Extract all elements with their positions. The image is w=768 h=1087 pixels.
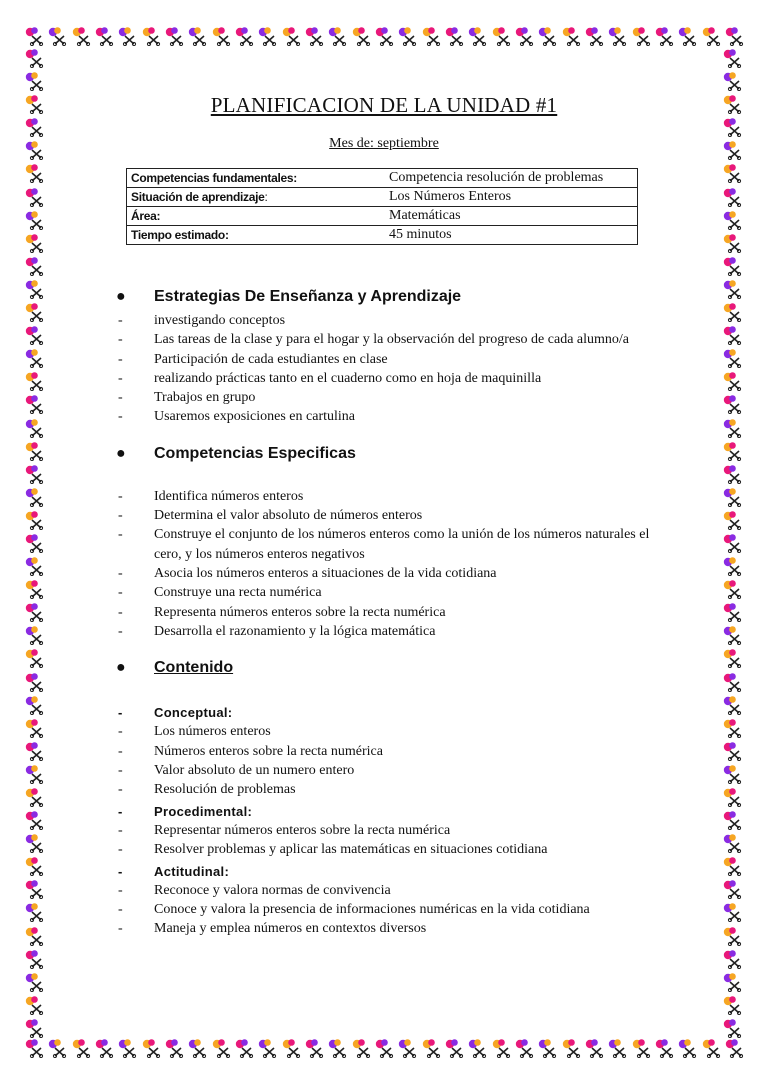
scissors-balloon-icon: [24, 556, 44, 576]
scissors-balloon-icon: [234, 1038, 254, 1058]
scissors-balloon-icon: [24, 1018, 44, 1038]
scissors-balloon-icon: [24, 233, 44, 253]
scissors-balloon-icon: [724, 1038, 744, 1058]
scissors-balloon-icon: [444, 1038, 464, 1058]
scissors-balloon-icon: [24, 187, 44, 207]
scissors-balloon-icon: [117, 26, 137, 46]
scissors-balloon-icon: [257, 26, 277, 46]
scissors-balloon-icon: [47, 1038, 67, 1058]
list-item: - Trabajos en grupo: [116, 388, 676, 407]
scissors-balloon-icon: [444, 26, 464, 46]
scissors-balloon-icon: [374, 26, 394, 46]
scissors-balloon-icon: [24, 695, 44, 715]
list-item: - Números enteros sobre la recta numérica: [116, 742, 676, 761]
scissors-balloon-icon: [397, 26, 417, 46]
section-heading-competencias: [116, 440, 676, 468]
scissors-balloon-icon: [141, 1038, 161, 1058]
info-label: [127, 188, 386, 207]
scissors-balloon-icon: [187, 1038, 207, 1058]
scissors-balloon-icon: [24, 464, 44, 484]
scissors-balloon-icon: [351, 26, 371, 46]
scissors-balloon-icon: [722, 487, 742, 507]
scissors-balloon-icon: [514, 1038, 534, 1058]
scissors-balloon-icon: [24, 441, 44, 461]
info-value: Matemáticas: [385, 207, 638, 226]
table-row: [127, 188, 638, 207]
scissors-balloon-icon: [24, 418, 44, 438]
scissors-balloon-icon: [24, 163, 44, 183]
scissors-balloon-icon: [24, 71, 44, 91]
scissors-balloon-icon: [257, 1038, 277, 1058]
scissors-balloon-icon: [491, 26, 511, 46]
scissors-balloon-icon: [722, 579, 742, 599]
scissors-balloon-icon: [722, 48, 742, 68]
scissors-balloon-icon: [164, 26, 184, 46]
scissors-balloon-icon: [24, 741, 44, 761]
scissors-balloon-icon: [397, 1038, 417, 1058]
scissors-balloon-icon: [722, 256, 742, 276]
scissors-balloon-icon: [327, 26, 347, 46]
scissors-balloon-icon: [24, 279, 44, 299]
scissors-balloon-icon: [24, 972, 44, 992]
list-item: - Maneja y emplea números en contextos diversos: [116, 919, 676, 938]
info-label: Tiempo estimado:: [127, 226, 386, 245]
scissors-balloon-icon: [24, 672, 44, 692]
scissors-balloon-icon: [701, 26, 721, 46]
scissors-balloon-icon: [24, 394, 44, 414]
scissors-balloon-icon: [24, 533, 44, 553]
scissors-balloon-icon: [722, 279, 742, 299]
info-table: [126, 168, 638, 245]
scissors-balloon-icon: [94, 1038, 114, 1058]
list-item: - Los números enteros: [116, 722, 676, 741]
section-title: Competencias Especificas: [154, 444, 356, 462]
scissors-balloon-icon: [722, 949, 742, 969]
info-value: Competencia resolución de problemas: [385, 169, 638, 188]
scissors-balloon-icon: [24, 1038, 44, 1058]
page-title: PLANIFICACION DE LA UNIDAD #1: [210, 93, 558, 117]
scissors-balloon-icon: [24, 371, 44, 391]
scissors-balloon-icon: [722, 1018, 742, 1038]
scissors-balloon-icon: [24, 117, 44, 137]
bullet-icon: ●: [116, 659, 126, 677]
scissors-balloon-icon: [514, 26, 534, 46]
scissors-balloon-icon: [24, 579, 44, 599]
table-row: [127, 207, 638, 226]
scissors-balloon-icon: [117, 1038, 137, 1058]
table-row: [127, 169, 638, 188]
scissors-balloon-icon: [654, 1038, 674, 1058]
scissors-balloon-icon: [24, 879, 44, 899]
list-item: - Determina el valor absoluto de números enteros: [116, 506, 676, 525]
list-item: - Asocia los números enteros a situaciones de la vida cotidiana: [116, 564, 676, 583]
scissors-balloon-icon: [491, 1038, 511, 1058]
scissors-balloon-icon: [722, 441, 742, 461]
list-item: - Construye una recta numérica: [116, 583, 676, 602]
scissors-balloon-icon: [24, 256, 44, 276]
scissors-balloon-icon: [24, 302, 44, 322]
scissors-balloon-icon: [24, 26, 44, 46]
info-label: Competencias fundamentales:: [127, 169, 386, 188]
scissors-balloon-icon: [211, 26, 231, 46]
scissors-balloon-icon: [722, 371, 742, 391]
scissors-balloon-icon: [722, 510, 742, 530]
scissors-balloon-icon: [722, 233, 742, 253]
page-border-top: [24, 26, 744, 48]
list-item: - Identifica números enteros: [116, 487, 676, 506]
competencias-list: [116, 487, 676, 641]
scissors-balloon-icon: [722, 625, 742, 645]
info-label-suffix: :: [264, 190, 268, 204]
scissors-balloon-icon: [722, 187, 742, 207]
scissors-balloon-icon: [24, 625, 44, 645]
scissors-balloon-icon: [24, 764, 44, 784]
scissors-balloon-icon: [722, 117, 742, 137]
scissors-balloon-icon: [561, 1038, 581, 1058]
scissors-balloon-icon: [722, 718, 742, 738]
list-item: - Valor absoluto de un numero entero: [116, 761, 676, 780]
scissors-balloon-icon: [722, 902, 742, 922]
scissors-balloon-icon: [24, 995, 44, 1015]
scissors-balloon-icon: [724, 26, 744, 46]
scissors-balloon-icon: [722, 325, 742, 345]
scissors-balloon-icon: [631, 1038, 651, 1058]
scissors-balloon-icon: [722, 302, 742, 322]
scissors-balloon-icon: [211, 1038, 231, 1058]
scissors-balloon-icon: [327, 1038, 347, 1058]
scissors-balloon-icon: [24, 487, 44, 507]
bullet-icon: ●: [116, 444, 126, 462]
scissors-balloon-icon: [722, 418, 742, 438]
bullet-icon: ●: [116, 288, 126, 305]
subheading-actitudinal: - Actitudinal:: [116, 862, 676, 881]
list-item: - Resolver problemas y aplicar las matemáticas en situaciones cotidiana: [116, 840, 676, 859]
scissors-balloon-icon: [722, 71, 742, 91]
list-item: - Desarrolla el razonamiento y la lógica matemática: [116, 622, 676, 641]
scissors-balloon-icon: [24, 210, 44, 230]
section-title: Estrategias De Enseñanza y Aprendizaje: [154, 288, 462, 305]
scissors-balloon-icon: [71, 26, 91, 46]
month-label: Mes de: septiembre: [329, 136, 439, 151]
scissors-balloon-icon: [722, 995, 742, 1015]
table-row: [127, 226, 638, 245]
page-border-left: [24, 48, 46, 1038]
list-item: - Participación de cada estudiantes en clase: [116, 350, 676, 369]
list-item: - Construye el conjunto de los números enteros como la unión de los números naturales el cero, y los números enteros negativos: [116, 525, 676, 564]
list-item: - Representa números enteros sobre la recta numérica: [116, 603, 676, 622]
scissors-balloon-icon: [24, 648, 44, 668]
list-item: - realizando prácticas tanto en el cuaderno como en hoja de maquinilla: [116, 369, 676, 388]
contenido-list: [116, 703, 676, 939]
scissors-balloon-icon: [24, 787, 44, 807]
scissors-balloon-icon: [304, 1038, 324, 1058]
scissors-balloon-icon: [24, 902, 44, 922]
page-border-bottom: [24, 1038, 744, 1060]
scissors-balloon-icon: [421, 1038, 441, 1058]
scissors-balloon-icon: [24, 856, 44, 876]
scissors-balloon-icon: [722, 810, 742, 830]
scissors-balloon-icon: [374, 1038, 394, 1058]
scissors-balloon-icon: [607, 26, 627, 46]
list-item: - Conoce y valora la presencia de informaciones numéricas en la vida cotidiana: [116, 900, 676, 919]
document-body: [116, 283, 676, 939]
scissors-balloon-icon: [351, 1038, 371, 1058]
scissors-balloon-icon: [537, 1038, 557, 1058]
info-value: 45 minutos: [385, 226, 638, 245]
scissors-balloon-icon: [467, 26, 487, 46]
list-item: - Representar números enteros sobre la recta numérica: [116, 821, 676, 840]
scissors-balloon-icon: [722, 394, 742, 414]
scissors-balloon-icon: [24, 810, 44, 830]
scissors-balloon-icon: [722, 348, 742, 368]
scissors-balloon-icon: [722, 695, 742, 715]
scissors-balloon-icon: [722, 602, 742, 622]
scissors-balloon-icon: [722, 741, 742, 761]
scissors-balloon-icon: [467, 1038, 487, 1058]
list-item: - Usaremos exposiciones en cartulina: [116, 407, 676, 426]
scissors-balloon-icon: [677, 26, 697, 46]
section-heading-contenido: [116, 654, 676, 682]
scissors-balloon-icon: [24, 718, 44, 738]
scissors-balloon-icon: [584, 1038, 604, 1058]
list-item: - Las tareas de la clase y para el hogar y la observación del progreso de cada alumno/a: [116, 330, 676, 349]
scissors-balloon-icon: [722, 926, 742, 946]
scissors-balloon-icon: [24, 325, 44, 345]
scissors-balloon-icon: [187, 26, 207, 46]
list-item: - Resolución de problemas: [116, 780, 676, 799]
scissors-balloon-icon: [71, 1038, 91, 1058]
scissors-balloon-icon: [24, 48, 44, 68]
scissors-balloon-icon: [722, 833, 742, 853]
scissors-balloon-icon: [722, 787, 742, 807]
scissors-balloon-icon: [722, 533, 742, 553]
scissors-balloon-icon: [584, 26, 604, 46]
scissors-balloon-icon: [722, 210, 742, 230]
scissors-balloon-icon: [24, 510, 44, 530]
scissors-balloon-icon: [631, 26, 651, 46]
scissors-balloon-icon: [722, 879, 742, 899]
scissors-balloon-icon: [24, 833, 44, 853]
scissors-balloon-icon: [24, 926, 44, 946]
subheading-conceptual: - Conceptual:: [116, 703, 676, 722]
scissors-balloon-icon: [722, 163, 742, 183]
scissors-balloon-icon: [701, 1038, 721, 1058]
page-border-right: [722, 48, 744, 1038]
scissors-balloon-icon: [47, 26, 67, 46]
scissors-balloon-icon: [164, 1038, 184, 1058]
list-item: - investigando conceptos: [116, 311, 676, 330]
scissors-balloon-icon: [722, 672, 742, 692]
scissors-balloon-icon: [722, 856, 742, 876]
scissors-balloon-icon: [654, 26, 674, 46]
scissors-balloon-icon: [94, 26, 114, 46]
scissors-balloon-icon: [141, 26, 161, 46]
scissors-balloon-icon: [722, 648, 742, 668]
info-value: Los Números Enteros: [385, 188, 638, 207]
scissors-balloon-icon: [537, 26, 557, 46]
info-label-text: Situación de aprendizaje: [131, 190, 265, 204]
scissors-balloon-icon: [677, 1038, 697, 1058]
scissors-balloon-icon: [722, 972, 742, 992]
scissors-balloon-icon: [24, 348, 44, 368]
section-title: Contenido: [154, 659, 234, 677]
scissors-balloon-icon: [234, 26, 254, 46]
scissors-balloon-icon: [722, 556, 742, 576]
scissors-balloon-icon: [304, 26, 324, 46]
scissors-balloon-icon: [607, 1038, 627, 1058]
scissors-balloon-icon: [561, 26, 581, 46]
scissors-balloon-icon: [24, 602, 44, 622]
estrategias-list: [116, 311, 676, 427]
scissors-balloon-icon: [421, 26, 441, 46]
scissors-balloon-icon: [24, 949, 44, 969]
scissors-balloon-icon: [281, 1038, 301, 1058]
scissors-balloon-icon: [722, 464, 742, 484]
scissors-balloon-icon: [722, 764, 742, 784]
section-heading-estrategias: [116, 283, 676, 311]
list-item: - Reconoce y valora normas de convivencia: [116, 881, 676, 900]
info-label: Área:: [127, 207, 386, 226]
scissors-balloon-icon: [281, 26, 301, 46]
subheading-procedimental: - Procedimental:: [116, 802, 676, 821]
